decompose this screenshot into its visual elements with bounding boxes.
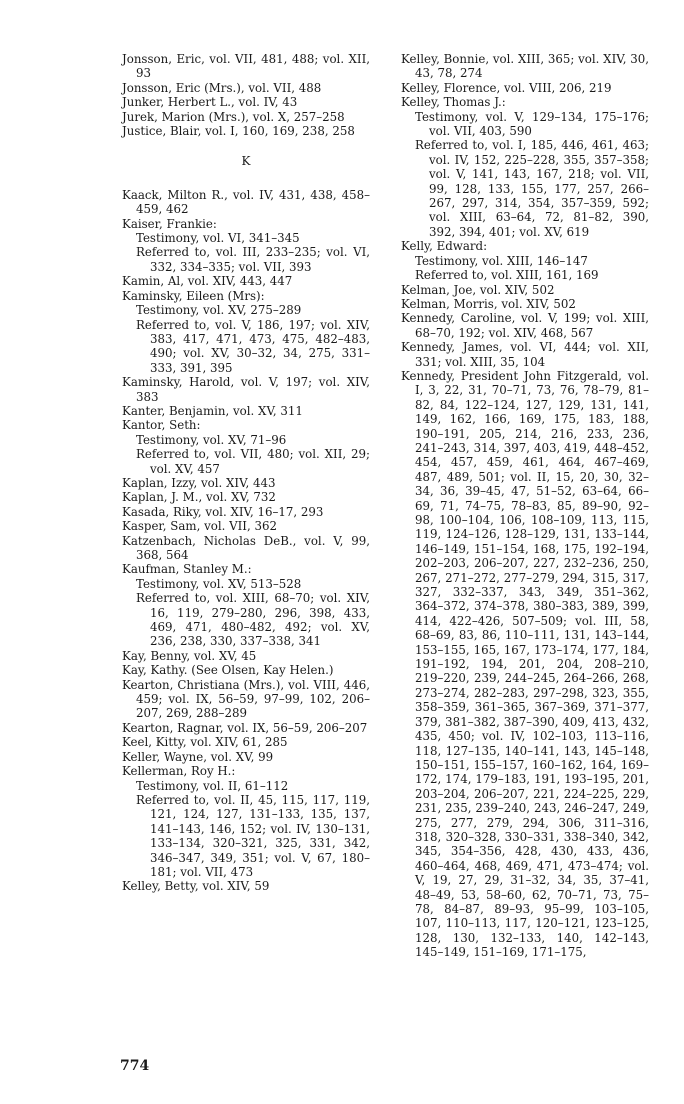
index-entry: Kelman, Joe, vol. XIV, 502 <box>401 282 555 297</box>
index-entry: Kay, Kathy. (See Olsen, Kay Helen.) <box>122 663 334 678</box>
right-column <box>401 52 649 960</box>
index-entry: Junker, Herbert L., vol. IV, 43 <box>122 95 298 110</box>
index-entry: Katzenbach, Nicholas DeB., vol. V, 99, 368, 564 <box>122 533 370 562</box>
index-subentry: Testimony, vol. XIII, 146–147 <box>415 253 588 268</box>
index-entry: Kaack, Milton R., vol. IV, 431, 438, 458–459, 462 <box>122 187 370 217</box>
index-subentry: Referred to, vol. II, 45, 115, 117, 119, 121, 124, 127, 131–133, 135, 137, 141–143, 146, 152; vol. IV, 130–131, 133–134, 320–321, 325, 331, 342, 346–347, 349, 351; vol. V, 67, 180–181; vol. VII, 473 <box>136 792 370 879</box>
index-entry: Kearton, Ragnar, vol. IX, 56–59, 206–207 <box>122 720 368 735</box>
index-entry: Kellerman, Roy H.: <box>122 764 236 779</box>
index-subentry: Testimony, vol. II, 61–112 <box>136 778 289 793</box>
index-entry: Kearton, Christiana (Mrs.), vol. VIII, 446, 459; vol. IX, 56–59, 97–99, 102, 206–207, 269, 288–289 <box>122 677 370 721</box>
page-number: 774 <box>120 1058 150 1074</box>
index-entry: Kaiser, Frankie: <box>122 216 217 231</box>
index-subentry: Referred to, vol. I, 185, 446, 461, 463; vol. IV, 152, 225–228, 355, 357–358; vol. V, 141, 143, 167, 218; vol. VII, 99, 128, 133, 155, 177, 257, 266–267, 297, 314, 354, 357–359, 592; vol. XIII, 63–64, 72, 81–82, 390, 392, 394, 401; vol. XV, 619 <box>415 138 649 239</box>
index-entry: Kelman, Morris, vol. XIV, 502 <box>401 296 576 311</box>
index-subentry: Referred to, vol. VII, 480; vol. XII, 29; vol. XV, 457 <box>136 447 370 476</box>
index-entry: Kanter, Benjamin, vol. XV, 311 <box>122 403 303 418</box>
index-entry: Kaufman, Stanley M.: <box>122 562 252 577</box>
index-subentry: Testimony, vol. XV, 71–96 <box>136 432 287 447</box>
index-entry: Jonsson, Eric (Mrs.), vol. VII, 488 <box>122 80 322 95</box>
index-entry: Keel, Kitty, vol. XIV, 61, 285 <box>122 735 288 750</box>
index-entry: Kasper, Sam, vol. VII, 362 <box>122 519 277 534</box>
index-entry: Kelley, Bonnie, vol. XIII, 365; vol. XIV, 30, 43, 78, 274 <box>401 52 649 81</box>
index-entry: Kelley, Thomas J.: <box>401 95 506 110</box>
index-subentry: Testimony, vol. XV, 513–528 <box>136 576 302 591</box>
index-entry: Kay, Benny, vol. XV, 45 <box>122 648 257 663</box>
index-entry: Kennedy, James, vol. VI, 444; vol. XII, 331; vol. XIII, 35, 104 <box>401 340 649 369</box>
index-entry: Kelly, Edward: <box>401 239 488 254</box>
index-entry: Keller, Wayne, vol. XV, 99 <box>122 749 274 764</box>
index-entry: Kennedy, President John Fitzgerald, vol. I, 3, 22, 31, 70–71, 73, 76, 78–79, 81–82, 84, 122–124, 127, 129, 131, 141, 149, 162, 166, 169, 175, 183, 188, 190–191, 205, 214, 216, 233, 236, 241–243, 314, 397, 403, 419, 448–452, 454, 457, 459, 461, 464, 467–469, 487, 489, 501; vol. II, 15, 20, 30, 32–34, 36, 39–45, 47, 51–52, 63–64, 66–69, 71, 74–75, 78–83, 85, 89–90, 92–98, 100–104, 106, 108–109, 113, 115, 119, 124–126, 128–129, 131, 133–144, 146–149, 151–154, 168, 175, 192–194, 202–203, 206–207, 227, 232–236, 250, 267, 271–272, 277–279, 294, 315, 317, 327, 332–337, 343, 349, 351–362, 364–372, 374–378, 380–383, 389, 399, 414, 422–426, 507–509; vol. III, 58, 68–69, 83, 86, 110–111, 131, 143–144, 153–155, 165, 167, 173–174, 177, 184, 191–192, 194, 201, 204, 208–210, 219–220, 239, 244–245, 264–266, 268, 273–274, 282–283, 297–298, 323, 355, 358–359, 361–365, 367–369, 371–377, 379, 381–382, 387–390, 409, 413, 432, 435, 450; vol. IV, 102–103, 113–116, 118, 127–135, 140–141, 143, 145–148, 150–151, 155–157, 160–162, 164, 169–172, 174, 179–183, 191, 193–195, 201, 203–204, 206–207, 221, 224–225, 229, 231, 235, 239–240, 243, 246–247, 249, 275, 277, 279, 294, 306, 311–316, 318, 320–328, 330–331, 338–340, 342, 345, 354–356, 428, 430, 433, 436, 460–464, 468, 469, 471, 473–474; vol. V, 19, 27, 29, 31–32, 34, 35, 37–41, 48–49, 53, 58–60, 62, 70–71, 73, 75–78, 84–87, 89–93, 95–99, 103–105, 107, 110–113, 117, 120–121, 123–125, 128, 130, 132–133, 140, 142–143, 145–149, 151–169, 171–175, <box>401 368 649 960</box>
index-subentry: Testimony, vol. XV, 275–289 <box>136 303 302 318</box>
index-subentry: Testimony, vol. VI, 341–345 <box>136 231 300 246</box>
index-entry: Kasada, Riky, vol. XIV, 16–17, 293 <box>122 504 324 519</box>
index-subentry: Referred to, vol. III, 233–235; vol. VI, 332, 334–335; vol. VII, 393 <box>136 245 370 274</box>
index-entry: Kaminsky, Harold, vol. V, 197; vol. XIV, 383 <box>122 375 370 404</box>
index-subentry: Referred to, vol. XIII, 161, 169 <box>415 268 599 283</box>
index-entry: Kelley, Betty, vol. XIV, 59 <box>122 879 270 894</box>
section-letter: K <box>241 154 251 169</box>
index-entry: Kaplan, Izzy, vol. XIV, 443 <box>122 475 276 490</box>
index-entry: Kelley, Florence, vol. VIII, 206, 219 <box>401 80 612 95</box>
left-column <box>122 52 370 894</box>
index-subentry: Referred to, vol. XIII, 68–70; vol. XIV, 16, 119, 279–280, 296, 398, 433, 469, 471, 480–482, 492; vol. XV, 236, 238, 330, 337–338, 341 <box>136 591 370 649</box>
index-entry: Kennedy, Caroline, vol. V, 199; vol. XIII, 68–70, 192; vol. XIV, 468, 567 <box>401 311 649 340</box>
index-entry: Kaminsky, Eileen (Mrs): <box>122 288 265 303</box>
index-subentry: Referred to, vol. V, 186, 197; vol. XIV, 383, 417, 471, 473, 475, 482–483, 490; vol. XV, 30–32, 34, 275, 331–333, 391, 395 <box>136 317 370 375</box>
index-entry: Jurek, Marion (Mrs.), vol. X, 257–258 <box>122 109 345 124</box>
index-entry: Kaplan, J. M., vol. XV, 732 <box>122 490 276 505</box>
index-entry: Kamin, Al, vol. XIV, 443, 447 <box>122 274 293 289</box>
index-subentry: Testimony, vol. V, 129–134, 175–176; vol. VII, 403, 590 <box>415 109 649 139</box>
index-entry: Justice, Blair, vol. I, 160, 169, 238, 258 <box>122 124 355 139</box>
index-entry: Kantor, Seth: <box>122 418 201 433</box>
index-entry: Jonsson, Eric, vol. VII, 481, 488; vol. XII, 93 <box>122 52 370 81</box>
